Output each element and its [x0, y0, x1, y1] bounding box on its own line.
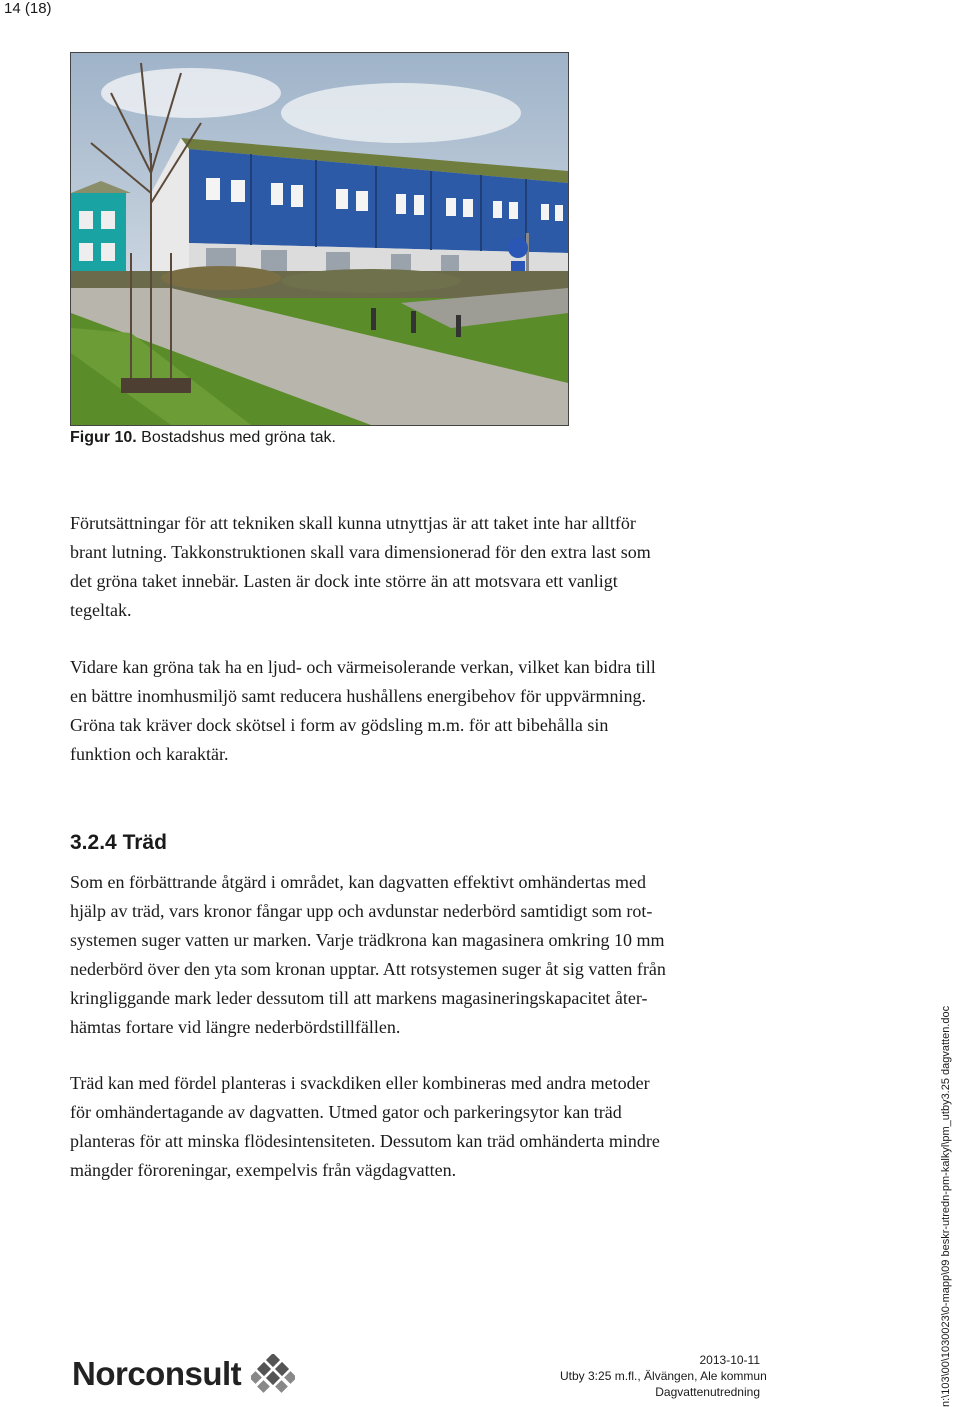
section-heading	[70, 831, 167, 855]
figure-photo	[70, 52, 569, 426]
text-line: systemen suger vatten ur marken. Varje trädkrona kan magasinera omkring 10 mm	[70, 930, 665, 950]
paragraph-1	[70, 509, 770, 625]
text-line: en bättre inomhusmiljö samt reducera hushållens energibehov för uppvärmning.	[70, 686, 647, 706]
file-path: n:\103\00\1030023\0-mapp\09 beskr-utredn-pm-kalkyl\pm_utby3.25 dagvatten.doc	[940, 1005, 952, 1407]
footer-project: Utby 3:25 m.fl., Älvängen, Ale kommun	[560, 1369, 767, 1383]
figure-caption-text: Bostadshus med gröna tak.	[141, 429, 336, 446]
paragraph-2	[70, 653, 770, 769]
text-line: hjälp av träd, vars kronor fångar upp och avdunstar nederbörd samtidigt som rot-	[70, 901, 653, 921]
paragraph-4	[70, 1069, 770, 1185]
text-line: kringliggande mark leder dessutom till att markens magasineringskapacitet åter-	[70, 988, 648, 1008]
text-line: brant lutning. Takkonstruktionen skall vara dimensionerad för den extra last som	[70, 542, 651, 562]
logo-text: Norconsult	[72, 1355, 242, 1392]
text-line: mängder föroreningar, exempelvis från vägdagvatten.	[70, 1160, 457, 1180]
paragraph-3	[70, 868, 770, 1042]
footer-date: 2013-10-11	[699, 1353, 760, 1367]
figure-caption	[70, 429, 336, 447]
text-line: för omhändertagande av dagvatten. Utmed gator och parkeringsytor kan träd	[70, 1102, 622, 1122]
figure-label: Figur 10.	[70, 429, 137, 446]
company-logo	[72, 1354, 295, 1394]
text-line: Förutsättningar för att tekniken skall kunna utnyttjas är att taket inte har alltför	[70, 513, 636, 533]
text-line: Gröna tak kräver dock skötsel i form av gödsling m.m. för att bibehålla sin	[70, 715, 609, 735]
page-number: 14 (18)	[4, 0, 52, 17]
footer-info	[560, 1352, 767, 1400]
section-title: Träd	[122, 831, 167, 854]
section-number: 3.2.4	[70, 831, 117, 854]
green-roof-houses-image	[71, 53, 568, 425]
text-line: Vidare kan gröna tak ha en ljud- och värmeisolerande verkan, vilket kan bidra till	[70, 657, 656, 677]
text-line: Träd kan med fördel planteras i svackdiken eller kombineras med andra metoder	[70, 1073, 650, 1093]
text-line: hämtas fortare vid längre nederbördstillfällen.	[70, 1017, 401, 1037]
text-line: det gröna taket innebär. Lasten är dock inte större än att motsvara ett vanligt	[70, 571, 618, 591]
text-line: planteras för att minska flödesintensiteten. Dessutom kan träd omhänderta mindre	[70, 1131, 660, 1151]
text-line: funktion och karaktär.	[70, 744, 229, 764]
diamond-logo-icon	[251, 1354, 295, 1394]
text-line: tegeltak.	[70, 600, 132, 620]
text-line: Som en förbättrande åtgärd i området, kan dagvatten effektivt omhändertas med	[70, 872, 646, 892]
text-line: nederbörd över den yta som kronan upptar. Att rotsystemen suger åt sig vatten från	[70, 959, 666, 979]
footer-document: Dagvattenutredning	[655, 1385, 760, 1399]
